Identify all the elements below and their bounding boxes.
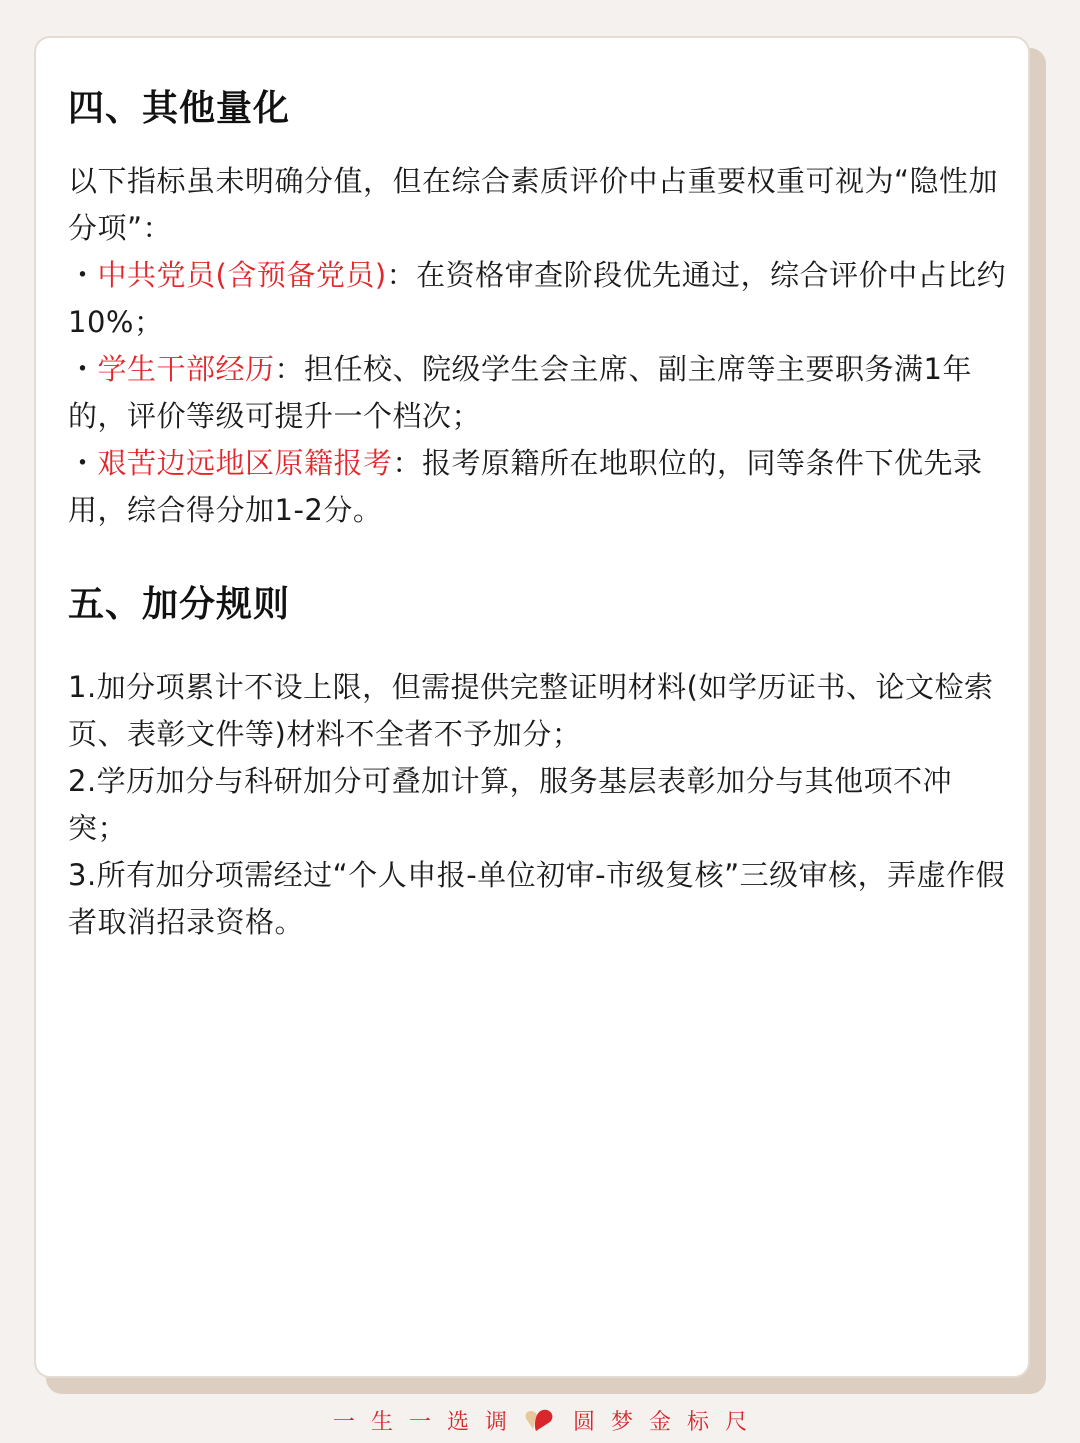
slogan-char: 一 <box>332 1409 355 1435</box>
rule-item: 1.加分项累计不设上限，但需提供完整证明材料(如学历证书、论文检索页、表彰文件等)材料不全者不予加分； <box>68 670 994 751</box>
slogan-char: 金 <box>649 1409 672 1435</box>
item-text: ：在资格审查阶段优先通过，综合评价中占比约10%； <box>68 258 1007 339</box>
footer-slogan <box>0 1400 1080 1440</box>
slogan-char: 标 <box>687 1409 710 1435</box>
bullet-dot: ・ <box>68 258 98 292</box>
slogan-char: 尺 <box>725 1409 748 1435</box>
section5-body <box>68 664 1008 946</box>
section4-item <box>68 346 1008 440</box>
bullet-dot: ・ <box>68 352 98 386</box>
slogan-char: 圆 <box>573 1409 596 1435</box>
rule-item: 2.学历加分与科研加分可叠加计算，服务基层表彰加分与其他项不冲突； <box>68 764 953 845</box>
bullet-dot: ・ <box>68 446 98 480</box>
item-highlight: 艰苦边远地区原籍报考 <box>97 446 393 480</box>
section5-title: 五、加分规则 <box>68 584 291 625</box>
slogan-char: 选 <box>446 1409 469 1435</box>
item-highlight: 中共党员(含预备党员) <box>97 258 387 292</box>
slogan-char: 梦 <box>611 1409 634 1435</box>
section4-body <box>68 158 1008 534</box>
section4-title: 四、其他量化 <box>68 88 291 129</box>
content-card <box>34 36 1030 1378</box>
heart-icon <box>523 1407 557 1433</box>
item-text: ：报考原籍所在地职位的，同等条件下优先录用，综合得分加1-2分。 <box>68 446 983 527</box>
slogan-char: 调 <box>484 1409 507 1435</box>
rule-item: 3.所有加分项需经过“个人申报-单位初审-市级复核”三级审核，弄虚作假者取消招录资格。 <box>68 858 1006 939</box>
item-text: ：担任校、院级学生会主席、副主席等主要职务满1年的，评价等级可提升一个档次； <box>68 352 972 433</box>
slogan-char: 一 <box>408 1409 431 1435</box>
section4-intro: 以下指标虽未明确分值，但在综合素质评价中占重要权重可视为“隐性加分项”： <box>68 164 999 245</box>
card-content <box>68 78 1008 946</box>
section4-item <box>68 440 1008 534</box>
slogan-char: 生 <box>370 1409 393 1435</box>
item-highlight: 学生干部经历 <box>97 352 275 386</box>
section4-item <box>68 252 1008 346</box>
